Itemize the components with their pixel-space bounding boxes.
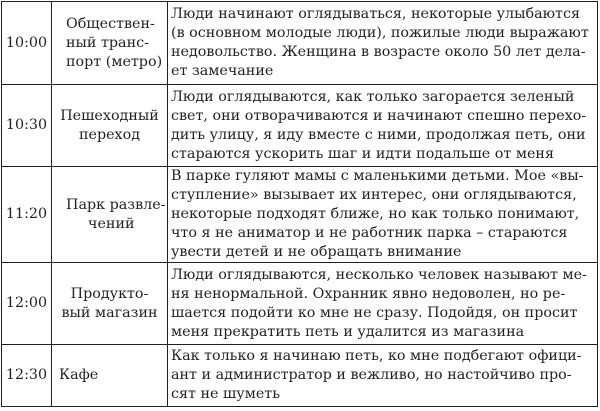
place-cell [52, 263, 168, 345]
time-cell: 10:30 [2, 85, 52, 167]
place-line: чений [88, 215, 135, 232]
table-row [2, 167, 598, 263]
description-line: Люди оглядываются, несколько человек называют ме- [171, 266, 587, 283]
description-line: меня прекратить петь и удалится из магазина [171, 323, 525, 340]
description-cell [168, 167, 598, 263]
description-cell [168, 345, 598, 407]
observation-table [1, 1, 598, 407]
time-cell: 12:30 [2, 345, 52, 407]
description-line: ступление» вызывает их интерес, они оглядываются, [171, 187, 577, 203]
place-line: Пешеходный [60, 107, 159, 124]
place-line: переход [78, 126, 141, 143]
place-line: Парк развле- [66, 196, 166, 213]
description-cell [168, 85, 598, 167]
place-line: Кафе [59, 367, 99, 383]
table-row [2, 263, 598, 345]
description-line: Как только я начинаю петь, ко мне подбегают офици- [171, 348, 582, 364]
place-cell [52, 345, 168, 407]
description-line: сят не шуметь [171, 386, 280, 402]
description-line: некоторые подходят ближе, но как только понимают, [171, 206, 580, 222]
description-cell [168, 263, 598, 345]
place-line: вый магазин [61, 304, 158, 321]
description-line: недовольство. Женщина в возрасте около 50 лет дела- [171, 44, 586, 60]
place-line: Продукто- [70, 285, 149, 302]
description-line: ет замечание [171, 63, 274, 79]
description-line: В парке гуляют мамы с маленькими детьми. Мое «вы- [171, 168, 584, 184]
place-cell [52, 2, 168, 85]
place-line: Обществен- [66, 15, 155, 32]
time-cell: 10:00 [2, 2, 52, 85]
time-cell: 11:20 [2, 167, 52, 263]
description-line: стараются ускорить шаг и идти подальше от меня [171, 145, 554, 162]
description-line: Люди оглядываются, как только загорается зеленый [171, 88, 575, 105]
time-cell: 12:00 [2, 263, 52, 345]
table-row [2, 85, 598, 167]
place-cell [52, 167, 168, 263]
description-line: свет, они отворачиваются и начинают спешно перехо- [171, 107, 587, 124]
description-line: ня ненормальной. Охранник явно недоволен, но ре- [171, 285, 566, 302]
description-line: (в основном молодые люди), пожилые люди выражают [171, 25, 589, 41]
place-line: ный транс- [66, 34, 149, 51]
description-cell [168, 2, 598, 85]
description-line: что я не аниматор и не работник парка – стараются [171, 225, 568, 241]
table-row [2, 345, 598, 407]
description-line: шается подойти ко мне не сразу. Подойдя, он просит [171, 304, 578, 321]
description-line: дить улицу, я иду вместе с ними, продолжая петь, они [171, 126, 586, 143]
table-row [2, 2, 598, 85]
place-line: порт (метро) [66, 53, 163, 70]
place-cell [52, 85, 168, 167]
description-line: Люди начинают оглядываться, некоторые улыбаются [171, 6, 580, 22]
description-line: увести детей и не обращать внимание [171, 244, 462, 260]
description-line: ант и администратор и вежливо, но настойчиво про- [171, 367, 572, 383]
